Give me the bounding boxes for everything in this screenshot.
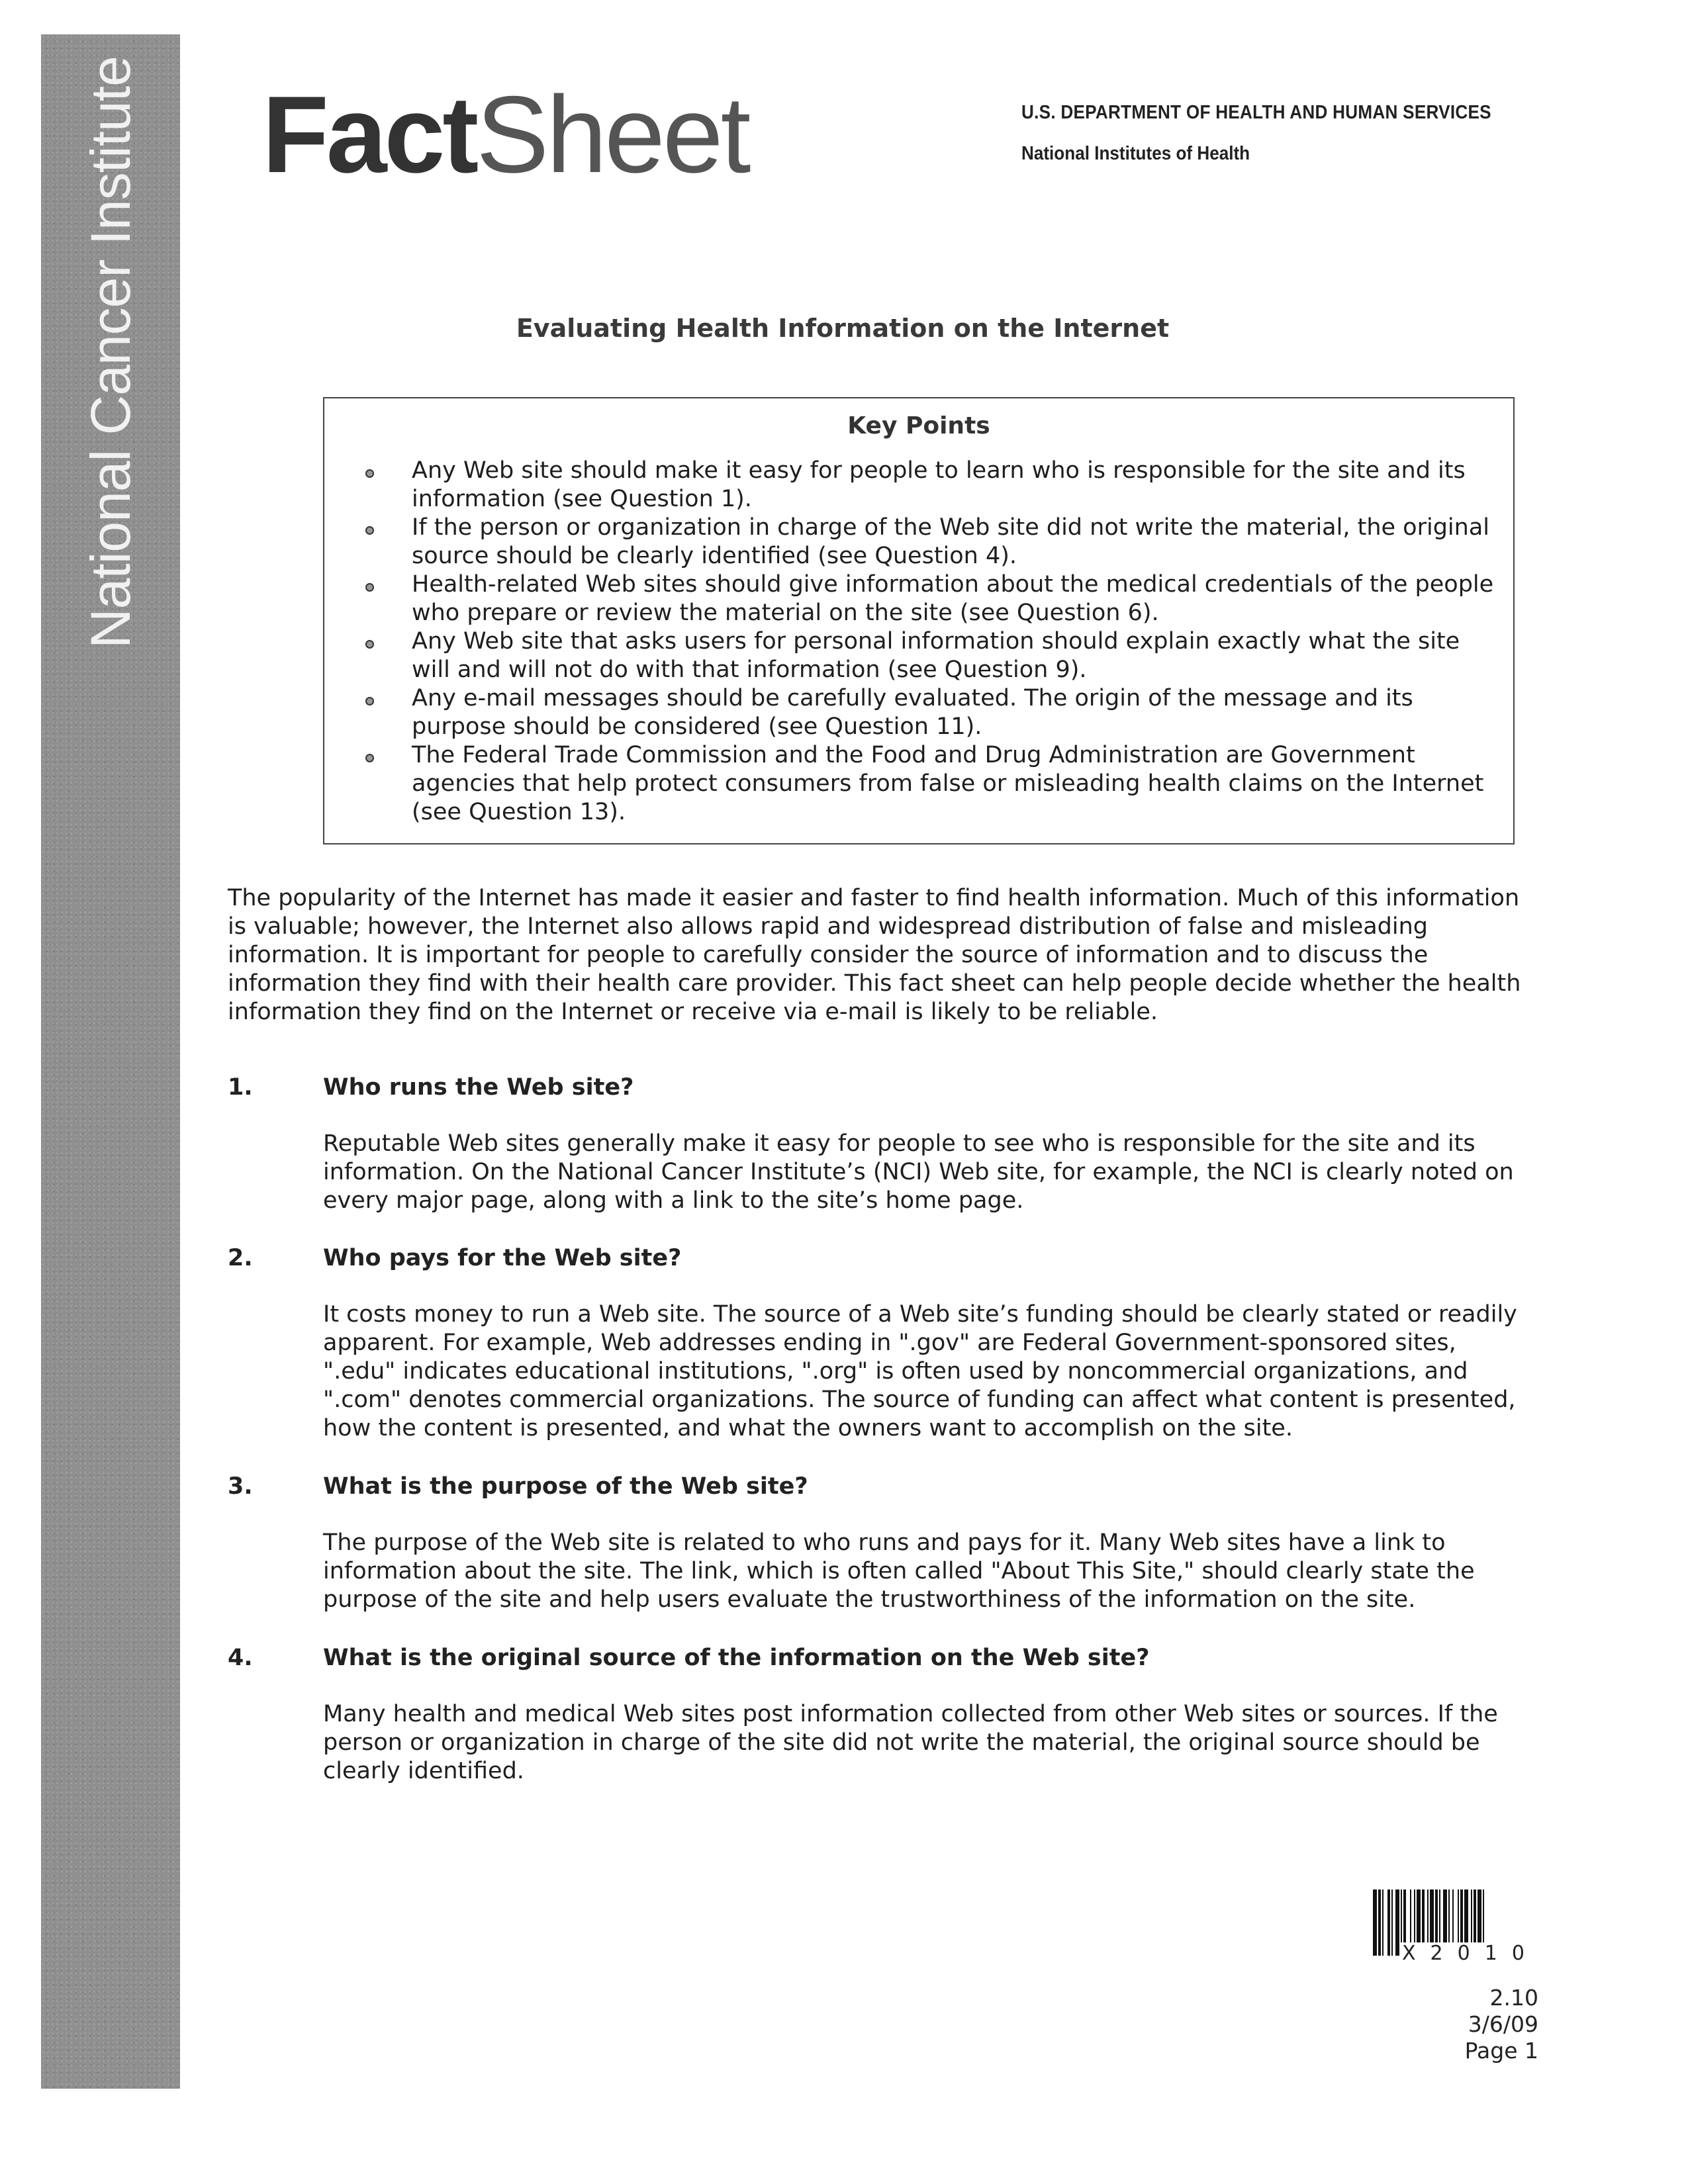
question-3-heading: What is the purpose of the Web site? bbox=[323, 1473, 808, 1500]
key-point-text: Any Web site should make it easy for people to learn who is responsible for the site and its information (see Question 1). bbox=[412, 457, 1466, 512]
key-point-text: The Federal Trade Commission and the Food and Drug Administration are Government agencies that help protect consumers from false or misleading health claims on the Internet (see Question 13). bbox=[412, 742, 1484, 825]
key-points-box bbox=[323, 397, 1515, 844]
logo-part-fact: Fact bbox=[262, 73, 477, 195]
list-item bbox=[357, 684, 1496, 741]
key-point-text: Any e-mail messages should be carefully evaluated. The origin of the message and its purpose should be considered (see Question 11). bbox=[412, 685, 1413, 740]
question-4-body: Many health and medical Web sites post information collected from other Web sites or sources. If the person or organization in charge of the site did not write the material, the original source should be clearly identified. bbox=[323, 1701, 1498, 1784]
question-4-heading: What is the original source of the information on the Web site? bbox=[323, 1645, 1150, 1671]
list-item bbox=[357, 627, 1496, 684]
list-item bbox=[357, 457, 1496, 514]
factsheet-logo bbox=[262, 73, 749, 195]
department-name: U.S. DEPARTMENT OF HEALTH AND HUMAN SERVICES bbox=[1021, 102, 1491, 123]
key-point-text: Health-related Web sites should give information about the medical credentials of the people who prepare or review the material on the site (see Question 6). bbox=[412, 571, 1494, 626]
list-item bbox=[357, 514, 1496, 570]
bullet-icon bbox=[365, 469, 374, 478]
question-3-number: 3. bbox=[228, 1473, 253, 1500]
bullet-icon bbox=[365, 640, 374, 649]
page-title: Evaluating Health Information on the Internet bbox=[516, 314, 1170, 343]
page-number: Page 1 bbox=[1464, 2038, 1538, 2064]
question-1-number: 1. bbox=[228, 1074, 253, 1101]
question-1-body: Reputable Web sites generally make it easy for people to see who is responsible for the site and its information. On the National Cancer Institute’s (NCI) Web site, for example, the NCI is clearly noted on every major page, along with a link to the site’s home page. bbox=[323, 1130, 1514, 1214]
question-2-heading: Who pays for the Web site? bbox=[323, 1245, 682, 1271]
list-item bbox=[357, 741, 1496, 827]
key-points-heading: Key Points bbox=[847, 412, 990, 439]
bullet-icon bbox=[365, 526, 374, 535]
agency-name: National Institutes of Health bbox=[1021, 143, 1250, 164]
key-point-text: If the person or organization in charge of the Web site did not write the material, the original source should be clearly identified (see Question 4). bbox=[412, 514, 1489, 569]
list-item bbox=[357, 570, 1496, 627]
question-4-number: 4. bbox=[228, 1645, 253, 1671]
question-2-number: 2. bbox=[228, 1245, 253, 1271]
key-points-list bbox=[357, 457, 1496, 827]
question-2-body: It costs money to run a Web site. The source of a Web site’s funding should be clearly stated or readily apparent. For example, Web addresses ending in ".gov" are Federal Government-sponsored sites, ".edu" indicates educational institutions, ".org" is often used by noncommercial organizations, and ".com" denotes commercial organizations. The source of funding can affect what content is presented, how the content is presented, and what the owners want to accomplish on the site. bbox=[323, 1301, 1517, 1441]
bullet-icon bbox=[365, 697, 374, 705]
document-date: 3/6/09 bbox=[1468, 2011, 1538, 2037]
bullet-icon bbox=[365, 583, 374, 592]
logo-part-sheet: Sheet bbox=[476, 73, 749, 195]
bullet-icon bbox=[365, 754, 374, 762]
document-code: 2.10 bbox=[1489, 1985, 1538, 2011]
barcode-text: X2010 bbox=[1399, 1942, 1542, 1965]
sidebar-org-name: National Cancer Institute bbox=[79, 56, 142, 649]
question-1-heading: Who runs the Web site? bbox=[323, 1074, 634, 1101]
key-point-text: Any Web site that asks users for personal information should explain exactly what the site will and will not do with that information (see Question 9). bbox=[412, 628, 1460, 683]
question-3-body: The purpose of the Web site is related to who runs and pays for it. Many Web sites have a link to information about the site. The link, which is often called "About This Site," should clearly state the purpose of the site and help users evaluate the trustworthiness of the information on the site. bbox=[323, 1529, 1475, 1613]
intro-paragraph: The popularity of the Internet has made it easier and faster to find health information. Much of this information is valuable; however, the Internet also allows rapid and widespread distribution of false and misleading information. It is important for people to carefully consider the source of information and to discuss the information they find with their health care provider. This fact sheet can help people decide whether the health information they find on the Internet or receive via e-mail is likely to be reliable. bbox=[228, 885, 1521, 1025]
